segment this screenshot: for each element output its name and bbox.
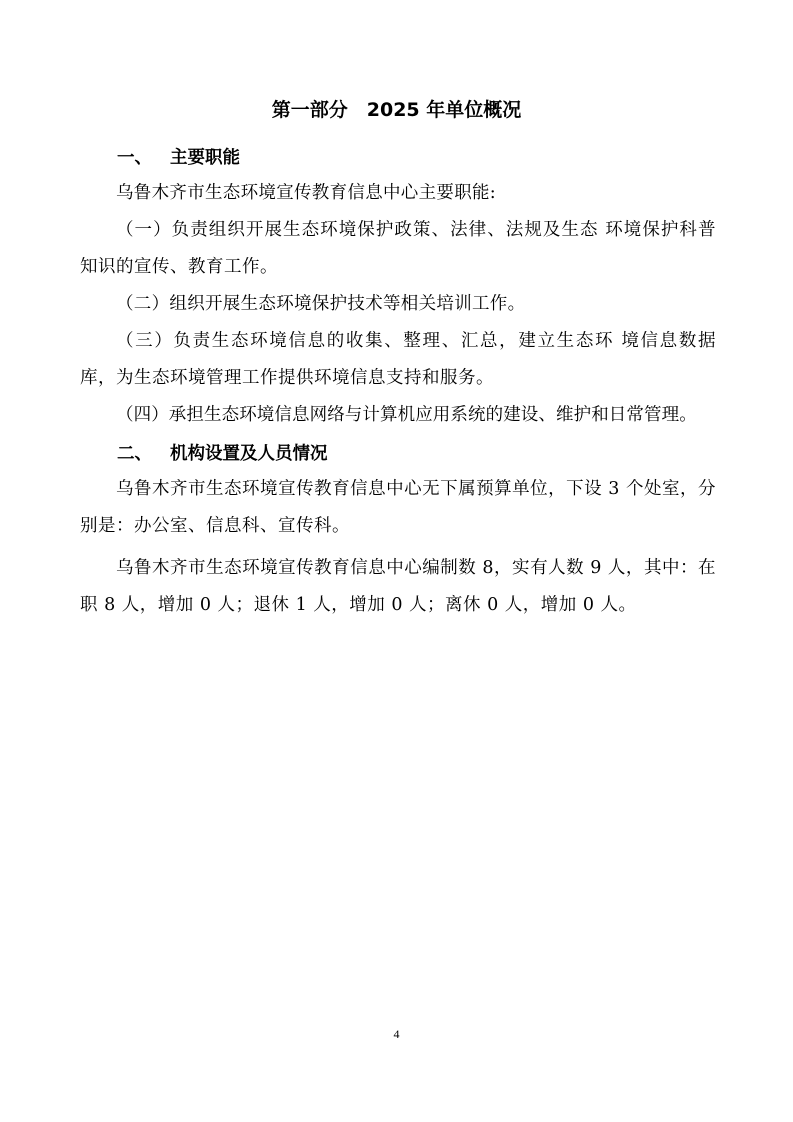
organization-paragraph: 乌鲁木齐市生态环境宣传教育信息中心无下属预算单位，下设 3 个处室，分别是：办公室、信息科、宣传科。 <box>80 479 716 536</box>
section-heading-functions <box>117 146 240 170</box>
section-heading-number: 一、 <box>117 148 152 168</box>
staffing-paragraph: 乌鲁木齐市生态环境宣传教育信息中心编制数 8，实有人数 9 人，其中：在职 8 人，增加 0 人；退休 1 人，增加 0 人；离休 0 人，增加 0 人。 <box>80 558 716 615</box>
section-heading-number: 二、 <box>117 444 152 464</box>
section-heading-text: 主要职能 <box>170 148 240 168</box>
duty-item-3: （三）负责生态环境信息的收集、整理、汇总，建立生态环 境信息数据库，为生态环境管理工作提供环境信息支持和服务。 <box>80 331 716 388</box>
duty-item-4: （四）承担生态环境信息网络与计算机应用系统的建设、维护和日常管理。 <box>116 405 697 425</box>
page-number: 4 <box>393 1027 400 1041</box>
section-heading-organization <box>117 442 328 466</box>
duty-item-1: （一）负责组织开展生态环境保护政策、法律、法规及生态 环境保护科普知识的宣传、教育工作。 <box>80 220 716 277</box>
functions-intro: 乌鲁木齐市生态环境宣传教育信息中心主要职能: <box>116 183 496 203</box>
section-heading-text: 机构设置及人员情况 <box>170 444 328 464</box>
duty-item-2: （二）组织开展生态环境保护技术等相关培训工作。 <box>116 294 526 314</box>
page-title: 第一部分 2025 年单位概况 <box>271 99 522 121</box>
